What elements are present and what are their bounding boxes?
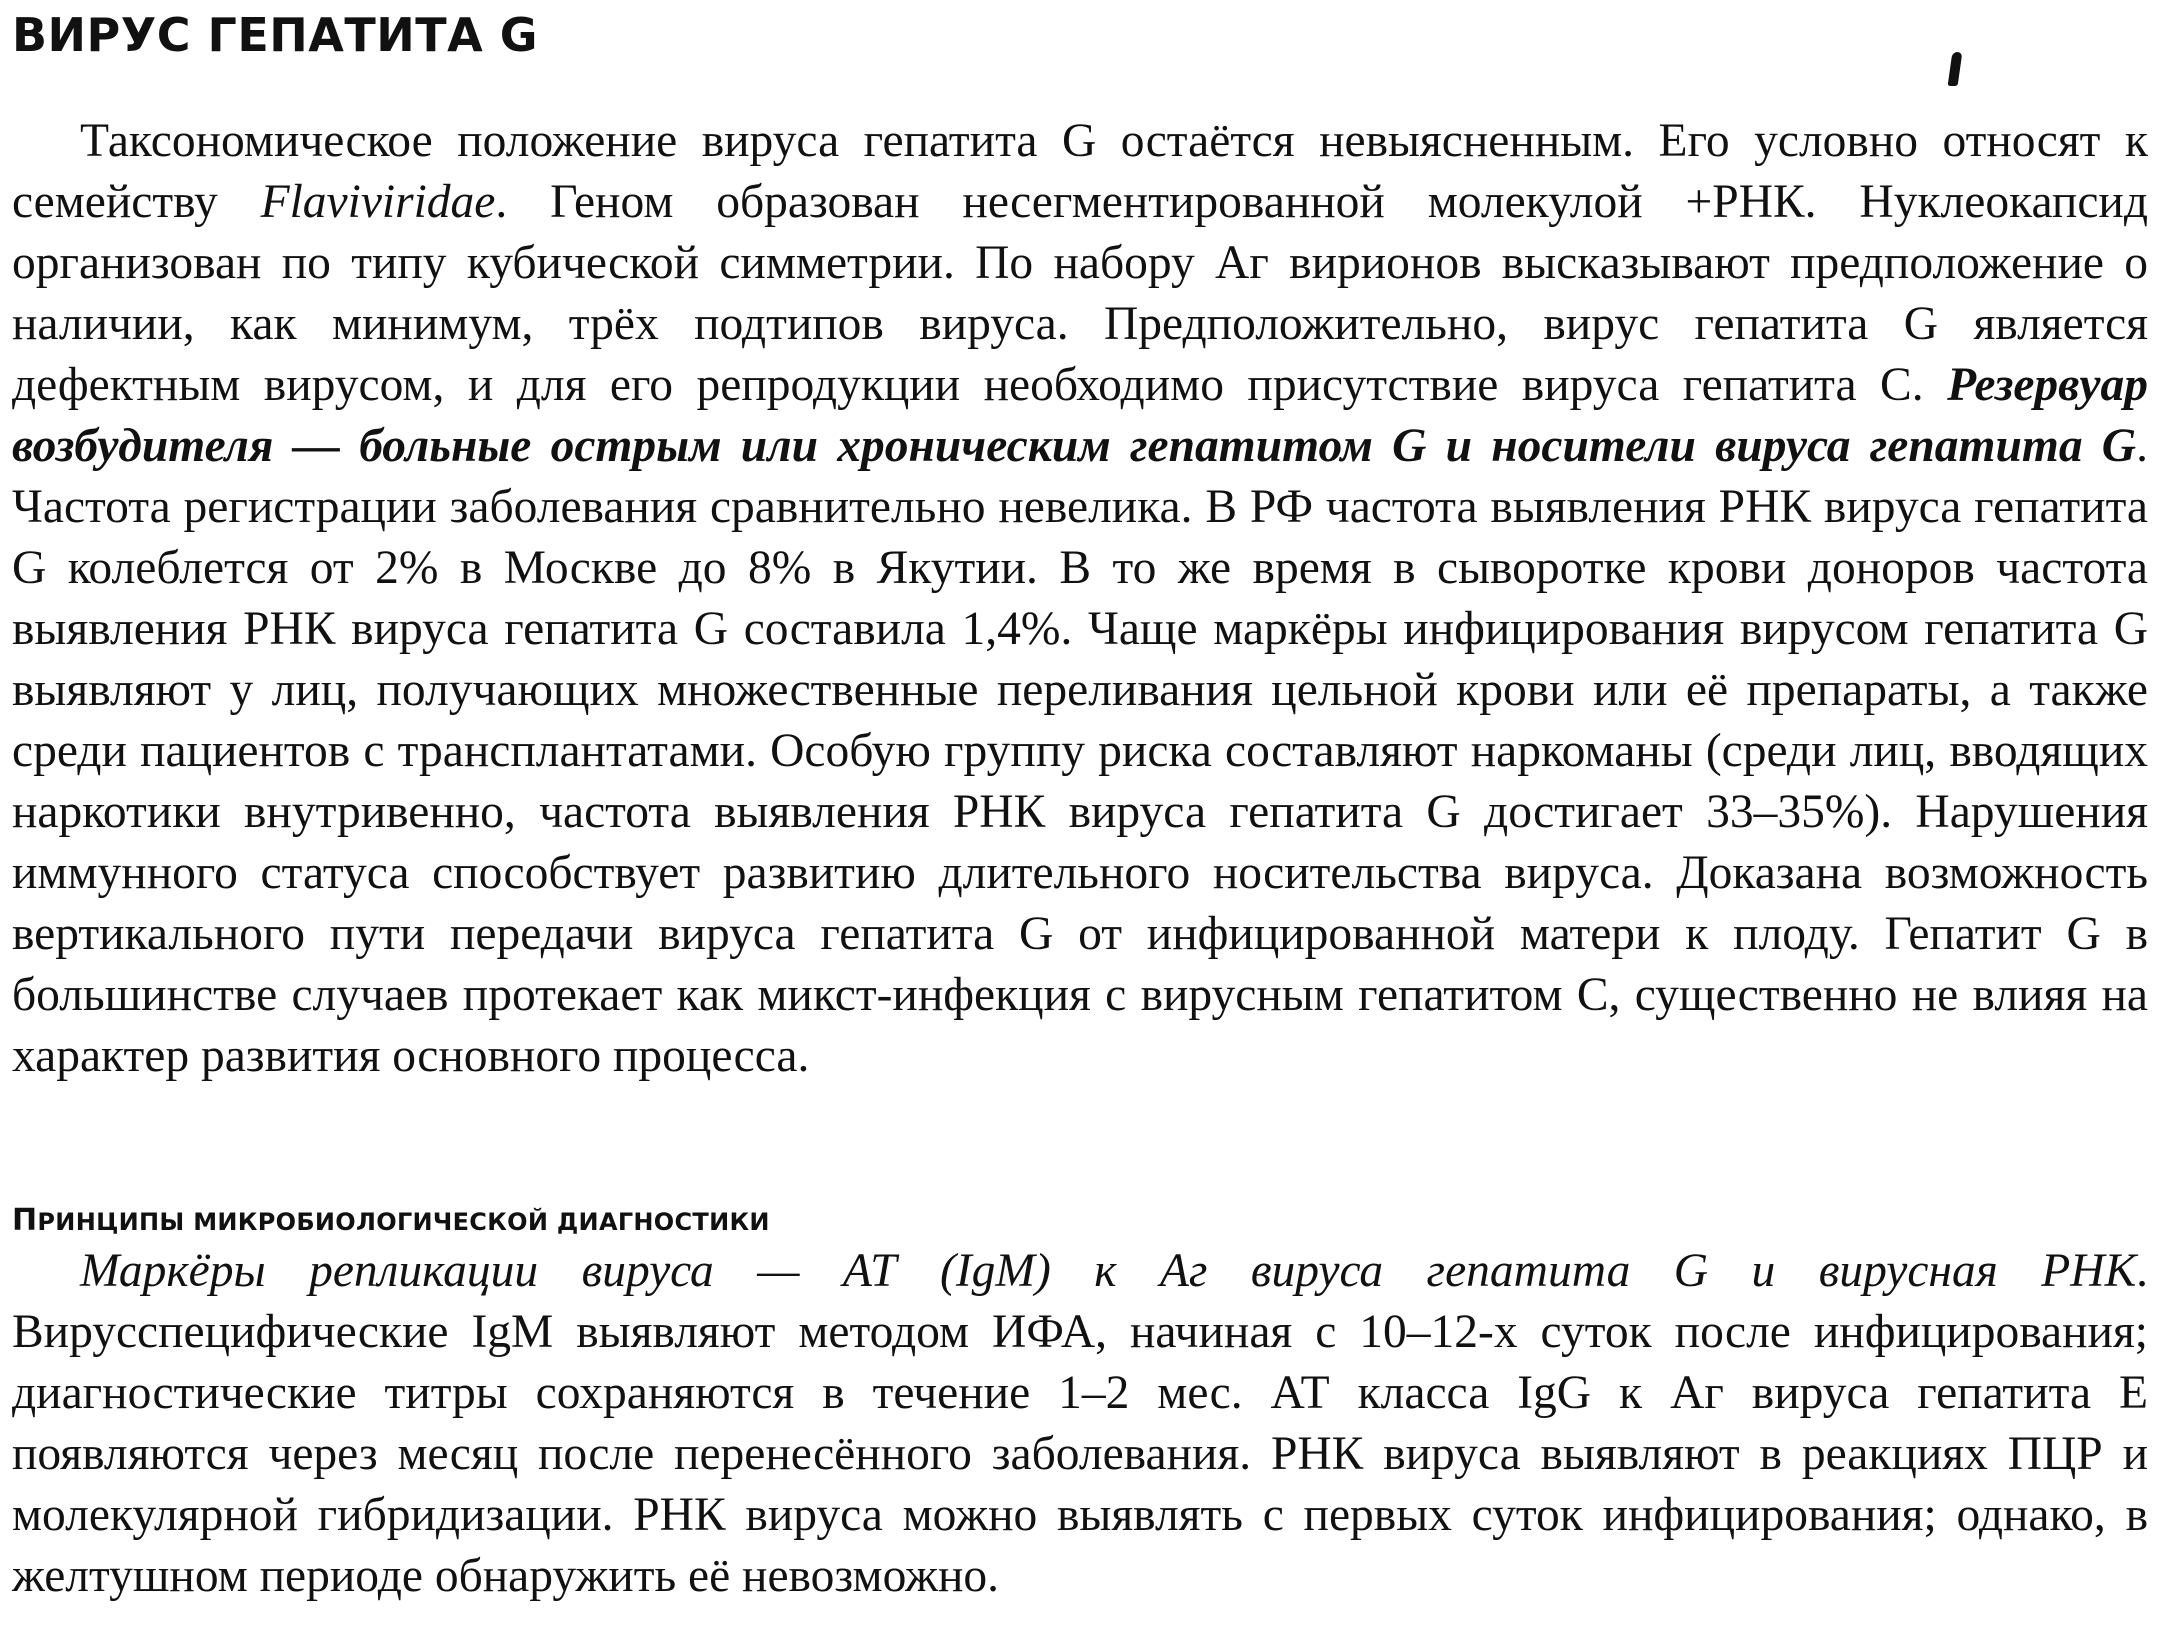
text-segment: . Вирусспецифические IgM выявляют методом ИФА, начиная с 10–12-х суток после инфицирования; диагностические титры сохраняются в течение 1–2 мес. АТ класса IgG к Аг вируса гепатита Е появляются через месяц после перенесённого заболевания. РНК вируса выявляют в реакциях ПЦР и молекулярной гибридизации. РНК вируса можно выявлять с первых суток инфицирования; однако, в желтушном периоде обнаружить её невозможно. xyxy=(12,1245,2148,1602)
text-segment: . Частота регистрации заболевания сравнительно невелика. В РФ частота выявления РНК вируса гепатита G колеблется от 2% в Москве до 8% в Якутии. В то же время в сыворотке крови доноров частота выявления РНК вируса гепатита G составила 1,4%. Чаще маркёры инфицирования вирусом гепатита G выявляют у лиц, получающих множественные переливания цельной крови или её препараты, а также среди пациентов с трансплантатами. Особую группу риска составляют наркоманы (среди лиц, вводящих наркотики внутривенно, частота выявления РНК вируса гепатита G достигает 33–35%). Нарушения иммунного статуса способствует развитию длительного носительства вируса. Доказана возможность вертикального пути передачи вируса гепатита G от инфицированной матери к плоду. Гепатит G в большинстве случаев протекает как микст-инфекция с вирусным гепатитом С, существенно не влияя на характер развития основного процесса. xyxy=(12,420,2148,1082)
markers-emphasis: Маркёры репликации вируса — АТ (IgM) к Аг вируса гепатита G и вирусная РНК xyxy=(80,1245,2137,1297)
ink-mark xyxy=(1948,52,1963,86)
paragraph-diagnostics xyxy=(12,1241,2148,1607)
section-heading xyxy=(12,1203,770,1238)
page-title: ВИРУС ГЕПАТИТА G xyxy=(12,8,538,62)
heading-initial: П xyxy=(12,1203,38,1238)
family-name: Flaviviridae xyxy=(260,176,496,228)
reservoir-emphasis: Резервуар возбудителя — больные острым или хроническим гепатитом G и носители вируса гепатита G xyxy=(12,359,2148,472)
text-segment: . Геном образован несегментированной молекулой +РНК. Нуклеокапсид организован по типу кубической симметрии. По набору Аг вирионов высказывают предположение о наличии, как минимум, трёх подтипов вируса. Предположительно, вирус гепатита G является дефектным вирусом, и для его репродукции необходимо присутствие вируса гепатита С. xyxy=(12,176,2148,411)
heading-rest: РИНЦИПЫ МИКРОБИОЛОГИЧЕСКОЙ ДИАГНОСТИКИ xyxy=(37,1208,770,1236)
paragraph-taxonomy-epidemiology xyxy=(12,111,2148,1087)
text-segment: Таксономическое положение вируса гепатита G остаётся невыясненным. Его условно относят к семейству xyxy=(12,115,2148,228)
